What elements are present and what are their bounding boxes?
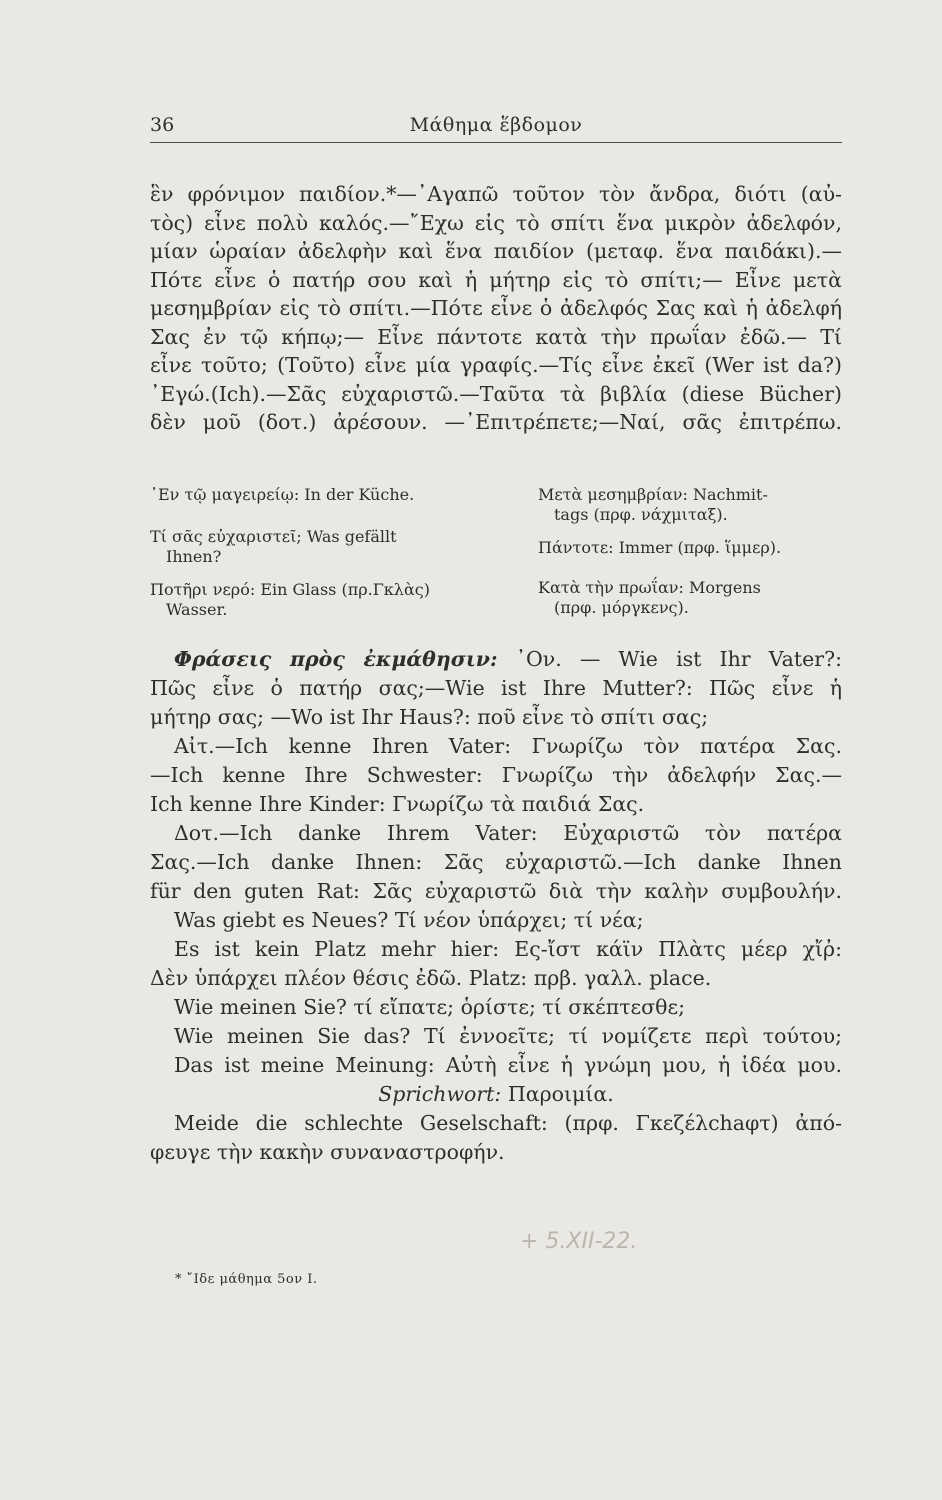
text-line: τὸς) εἶνε πολὺ καλός.—῎Εχω εἰς τὸ σπίτι ἕνα μικρὸν ἀδελφόν, [150, 210, 842, 235]
vocabulary-column-left [150, 485, 490, 633]
text-line: εἶνε τοῦτο; (Τοῦτο) εἶνε μία γραφίς.—Τίς εἶνε ἐκεῖ (Wer ist da?) [150, 353, 842, 377]
phrases-line: Αἰτ.—Ich kenne Ihren Vater: Γνωρίζω τὸν πατέρα Σας. [174, 734, 842, 758]
running-title: Μάθημα ἕβδομον [409, 114, 583, 136]
vocabulary-column-right [538, 485, 842, 631]
text-line: δὲν μοῦ (δοτ.) ἀρέσουν. —᾽Επιτρέπετε;—Ναί, σᾶς ἐπιτρέπω. [150, 410, 842, 434]
vocabulary-line: Τί σᾶς εὐχαριστεῖ; Was gefällt [150, 527, 397, 546]
vocabulary-entry [150, 580, 490, 620]
vocabulary-line: tags (πρφ. νάχμιταξ). [554, 505, 728, 524]
vocabulary-line: Ποτῆρι νερό: Ein Glass (πρ.Γκλὰς) [150, 580, 430, 599]
proverb-heading: Sprichwort: [378, 1082, 502, 1106]
text-line: Σας ἐν τῷ κήπῳ;— Εἶνε πάντοτε κατὰ τὴν πρωΐαν ἐδῶ.— Τί [150, 324, 842, 349]
vocabulary-entry [538, 485, 842, 525]
text-line: μίαν ὡραίαν ἀδελφὴν καὶ ἕνα παιδίον (μεταφ. ἕνα παιδάκι).— [150, 239, 842, 263]
phrases-line: für den guten Rat: Σᾶς εὐχαριστῶ διὰ τὴν καλὴν συμβουλήν. [150, 879, 842, 903]
proverb-title [150, 1080, 842, 1109]
vocabulary-line: Wasser. [166, 600, 228, 619]
vocabulary-entry [538, 538, 842, 558]
text-line: Πότε εἶνε ὁ πατήρ σου καὶ ἡ μήτηρ εἰς τὸ σπίτι;— Εἶνε μετὰ [150, 267, 842, 292]
phrases-line: Wie meinen Sie? τί εἴπατε; ὁρίστε; τί σκέπτεσθε; [174, 995, 686, 1019]
vocabulary-line: (πρφ. μόργκενς). [554, 598, 689, 617]
vocabulary-line: ᾽Εν τῷ μαγειρείῳ: In der Küche. [150, 485, 415, 504]
phrases-line: Es ist kein Platz mehr hier: Ες-ἴστ κάϊν Πλὰτς μέερ χἴῤ: [174, 937, 842, 961]
page-number: 36 [150, 114, 175, 136]
phrases-line [150, 645, 842, 674]
phrases-line: Δοτ.—Ich danke Ihrem Vater: Εὐχαριστῶ τὸν πατέρα [174, 821, 842, 845]
vocabulary-entry [538, 578, 842, 618]
phrases-line: Σας.—Ich danke Ihnen: Σᾶς εὐχαριστῶ.—Ich danke Ihnen [150, 850, 842, 874]
phrases-line: Ich kenne Ihre Kinder: Γνωρίζω τὰ παιδιά Σας. [150, 792, 645, 816]
proverb-line: φευγε τὴν κακὴν συναναστροφήν. [150, 1140, 505, 1164]
phrases-text: ᾽Ον. — Wie ist Ihr Vater?: [515, 647, 842, 671]
phrases-heading: Φράσεις πρὸς ἐκμάθησιν: [174, 647, 498, 671]
text-line: μεσημβρίαν εἰς τὸ σπίτι.—Πότε εἶνε ὁ ἀδελφός Σας καὶ ἡ ἀδελφή [150, 296, 842, 320]
phrases-line: Das ist meine Meinung: Αὐτὴ εἶνε ἡ γνώμη μου, ἡ ἰδέα μου. [174, 1053, 842, 1077]
lesson-paragraph [150, 180, 842, 437]
page-header [150, 114, 842, 143]
handwritten-annotation [520, 1220, 700, 1260]
phrases-line: Wie meinen Sie das? Τί ἐννοεῖτε; τί νομίζετε περὶ τούτου; [174, 1024, 842, 1048]
vocabulary-line: Ihnen? [166, 547, 222, 566]
phrases-line: Δὲν ὑπάρχει πλέον θέσις ἐδῶ. Platz: πρβ. γαλλ. place. [150, 966, 712, 990]
vocabulary-line: Μετὰ μεσημβρίαν: Nachmit- [538, 485, 768, 504]
phrases-line: Πῶς εἶνε ὁ πατήρ σας;—Wie ist Ihre Mutter?: Πῶς εἶνε ἡ [150, 676, 842, 700]
phrases-section [150, 645, 842, 1167]
text-line: ᾽Εγώ.(Ich).—Σᾶς εὐχαριστῶ.—Ταῦτα τὰ βιβλία (diese Bücher) [150, 381, 842, 406]
phrases-line: μήτηρ σας; —Wo ist Ihr Haus?: ποῦ εἶνε τὸ σπίτι σας; [150, 705, 709, 729]
handwritten-annotation-text: + 5.XII-22. [520, 1229, 638, 1254]
text-line: ἓν φρόνιμον παιδίον.*—᾽Αγαπῶ τοῦτον τὸν ἄνδρα, διότι (αὐ- [150, 182, 842, 206]
vocabulary-line: Πάντοτε: Immer (πρφ. ἵμμερ). [538, 538, 782, 557]
proverb-line: Meide die schlechte Geselschaft: (πρφ. Γκεζέλchaφτ) ἀπό- [174, 1111, 842, 1135]
footnote: * ῎Ιδε μάθημα 5ον Ι. [175, 1272, 318, 1287]
phrases-line: —Ich kenne Ihre Schwester: Γνωρίζω τὴν ἀδελφήν Σας.— [150, 763, 842, 787]
vocabulary-entry [150, 485, 490, 505]
phrases-line: Was giebt es Neues? Τί νέον ὑπάρχει; τί νέα; [174, 908, 644, 932]
vocabulary-entry [150, 527, 490, 567]
proverb-translation: Παροιμία. [507, 1082, 614, 1106]
vocabulary-line: Κατὰ τὴν πρωΐαν: Morgens [538, 578, 761, 597]
